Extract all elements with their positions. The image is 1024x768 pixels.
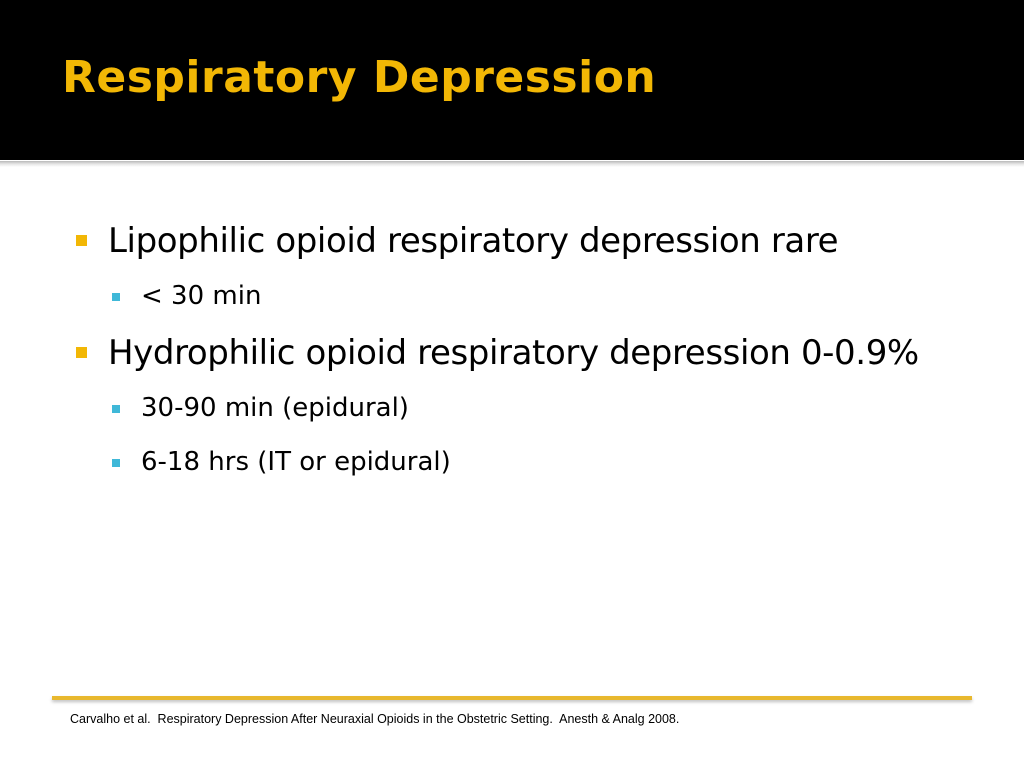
title-bar — [0, 0, 1024, 160]
bullet-list — [72, 214, 952, 492]
sub-bullet-item — [72, 272, 952, 320]
bullet-text: Hydrophilic opioid respiratory depression 0-0.9% — [108, 333, 919, 373]
bullet-item — [72, 326, 952, 380]
square-bullet-icon — [112, 459, 120, 467]
square-bullet-icon — [76, 347, 87, 358]
sub-bullet-item — [72, 438, 952, 486]
bullet-item — [72, 214, 952, 268]
square-bullet-icon — [76, 235, 87, 246]
sub-bullet-item — [72, 384, 952, 432]
sub-bullet-text: < 30 min — [141, 281, 262, 311]
sub-bullet-text: 6-18 hrs (IT or epidural) — [141, 447, 451, 477]
sub-bullet-text: 30-90 min (epidural) — [141, 393, 409, 423]
square-bullet-icon — [112, 293, 120, 301]
citation-text: Carvalho et al. Respiratory Depression After Neuraxial Opioids in the Obstetric Setting. Anesth & Analg 2008. — [70, 712, 680, 726]
bullet-text: Lipophilic opioid respiratory depression rare — [108, 221, 839, 261]
square-bullet-icon — [112, 405, 120, 413]
title-divider — [0, 161, 1024, 167]
slide-title: Respiratory Depression — [62, 52, 657, 103]
footer-divider — [52, 696, 972, 700]
